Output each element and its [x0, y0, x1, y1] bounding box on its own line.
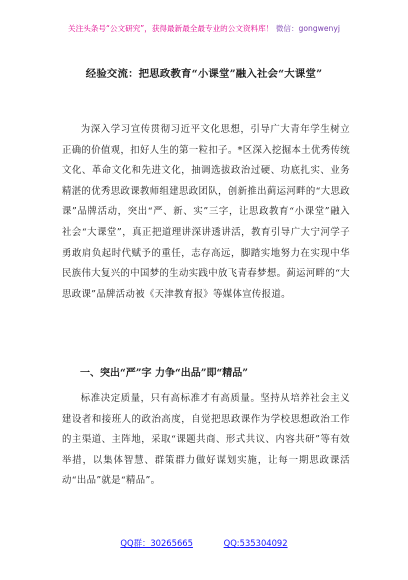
- footer: [0, 538, 408, 549]
- header-banner-text: 关注头条号“公文研究”，获得最新最全最专业的公文资料库！: [68, 24, 274, 33]
- body-paragraph-1: 为深入学习宣传贯彻习近平文化思想，引导广大青年学生树立正确的价值观，扣好人生的第一粒扣子。*区深入挖掘本土优秀传统文化、革命文化和先进文化，抽调选拔政治过硬、功底扎实、业务精湛的优秀思政课教师组建思政团队，创新推出蓟运河畔的“大思政课”品牌活动，突出“严、新、实”三字，让思政教育“小课堂”融入社会“大课堂”，真正把道理讲深讲透讲活，教育引导广大宁河学子勇敢肩负起时代赋予的重任，志存高远，脚踏实地努力在实现中华民族伟大复兴的中国梦的生动实践中放飞青春梦想。蓟运河畔的“大思政课”品牌活动被《天津教育报》等媒体宣传报道。: [62, 124, 350, 300]
- section-heading-1: 一、突出“严”字 力争“出品”即“精品”: [80, 368, 248, 379]
- footer-qq-group[interactable]: QQ群：30265665: [120, 538, 193, 548]
- footer-qq-number[interactable]: QQ:535304092: [223, 538, 288, 548]
- header-banner-wechat: 微信：gongwenyj: [275, 24, 340, 33]
- header-banner: [0, 24, 408, 34]
- document-title: 经验交流：把思政教育“小课堂”融入社会“大课堂”: [85, 68, 323, 80]
- body-paragraph-2: 标准决定质量，只有高标准才有高质量。坚持从培养社会主义建设者和接班人的政治高度，自觉把思政课作为学校思想政治工作的主渠道、主阵地，采取“课题共商、形式共议、内容共研”等有效举措，以集体智慧、群策群力做好谋划实施，让每一期思政课活动“出品”就是“精品”。: [62, 393, 350, 487]
